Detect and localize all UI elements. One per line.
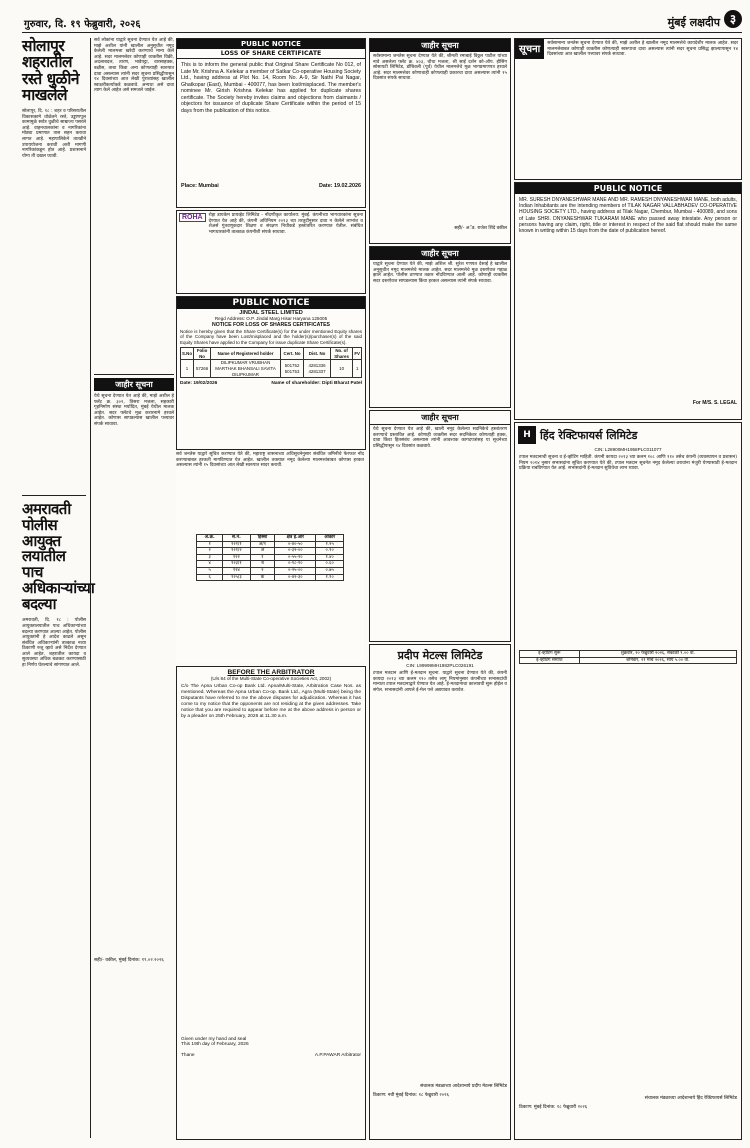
land-records-table	[196, 534, 344, 581]
table-header-cell: Name of Registered holder	[211, 348, 281, 360]
table-cell: १२४	[223, 567, 250, 574]
table-cell: १२३/१	[223, 561, 250, 568]
land-table-row	[197, 548, 344, 555]
header-date: गुरुवार, दि. १९ फेब्रुवारी, २०२६	[24, 19, 141, 30]
mane-notice-title: PUBLIC NOTICE	[515, 183, 741, 194]
table-cell: 501752 501753	[280, 360, 303, 378]
hirect-footer: ठिकाण: मुंबई दिनांक: १८ फेब्रुवारी २०२६	[519, 1104, 588, 1110]
land-table-row	[197, 567, 344, 574]
notice-signature: सही/- वकील, मुंबई दिनांक: १९.०२.२०२६	[94, 958, 164, 963]
roha-notice	[176, 210, 366, 294]
hirect-body: टपाल मतदानाची सूचना व ई-व्होटिंग माहिती. कंपनी कायदा २०१३ च्या कलम १०८ आणि ११० तसेच कंपनी (व्यवस्थापन व प्रशासन) नियम २०१४ नुसार सभासदांना सूचित करण्यात येते की, टपाल मतदान सूचनेत नमूद केलेल्या ठरावांना मंजुरी घेण्यासाठी ई-मतदान प्रक्रिया राबविण्यात येत आहे. सभासदांनी ई-मतदान सुविधेचा लाभ घ्यावा.	[519, 455, 737, 472]
table-cell: १२१/२	[223, 548, 250, 555]
column-2	[94, 38, 174, 1138]
story-solapur: सोलापूर, दि. १८ : शहर व परिसरातील विकासकामे धोळेतने रस्ते, उड्डाणपूल कामामुळे सर्वत्र धुळीचे साम्राज्य पसरले आहे. वाहनचालकांना व नागरिकांना मोठ्या प्रमाणात त्रास सहन करावा लागत आहे. महापालिकेने तातडीने उपाययोजना करावी अशी मागणी नागरिकांकडून होत आहे. प्रशासनाने योग्य ती दखल घ्यावी.	[22, 109, 86, 159]
mane-law-firm: For M/S. S. LEGAL	[692, 400, 737, 406]
hirect-notice	[514, 422, 742, 1140]
table-cell: ०-४२-३०	[275, 574, 316, 581]
table-cell: ०-४०-५०	[275, 541, 316, 548]
table-cell: अ/१	[250, 541, 275, 548]
notice-text-top: सर्व लोकांना याद्वारे सूचना देण्यात येत आहे की, माझे अशील यांनी खालील अनुसूचीत नमूद केलेली मालमत्ता खरेदी करण्याचे मान्य केले आहे. सदर मालमत्तेवर कोणाही व्यक्तीस विक्री, अदलाबदल, तारण, भाडेपट्टा, वारसाहक्क, बक्षीस, ताबा किंवा अन्य कोणत्याही स्वरुपात दावा असल्यास त्यांनी सदर सूचना प्रसिद्धीपासून १४ दिवसांच्या आत लेखी पुराव्यांसह खालील स्वाक्षरीकर्त्याकडे कळवावे. अन्यथा असे दावा त्याग केले आहेत असे समजले जाईल.	[94, 38, 174, 94]
table-cell: १२५/३	[223, 574, 250, 581]
table-cell: ०.७५	[316, 567, 344, 574]
table-cell: ०-३२-००	[275, 548, 316, 555]
land-notice-body: सर्व जनतेस याद्वारे सूचित करण्यात येते की, महाराष्ट्र शासनाच्या अधिसूचनेनुसार संबंधित जमिनीचे फेरफार नोंद करण्याबाबत हरकती मागविण्यात येत आहेत. खालील तक्त्यात नमूद केलेल्या मालमत्तांबाबत कोणास हरकत असल्यास त्यांनी १५ दिवसांच्या आत लेखी स्वरुपात सादर करावी.	[176, 452, 364, 469]
public-notice-jindal	[176, 296, 366, 450]
table-header-cell: Cert. No	[280, 348, 303, 360]
table-cell: शनिवार, २१ मार्च २०२६, सायं ५.०० वा.	[579, 657, 736, 664]
roha-logo: ROHA	[179, 213, 206, 222]
table-header-cell: Dist. No	[304, 348, 331, 360]
public-notice-body: This is to inform the general public that Original Share Certificate No 012, of Late Mr. Krishna A. Kelekar a member of Satkar Co-operative Housing Society Ltd., having address at Plot No. 14, Room No. A-9, Sir Nathi Pai Nagar, Ghatkopar (East), Mumbai - 400077, has been lost/misplaced. The member's nominee Mr. Girish Krishna Kelekar has applied for duplicate shares certificate. The Society hereby invites claims and objections from claimants / objectors for issuance of duplicate Share Certificate within the period of 15 days from the publication of this notice.	[181, 62, 361, 114]
public-notice-subtitle: LOSS OF SHARE CERTIFICATE	[177, 49, 365, 59]
jindal-company-name: JINDAL STEEL LIMITED	[239, 310, 303, 316]
land-table-row	[197, 541, 344, 548]
land-records-notice	[176, 452, 364, 662]
table-cell: १.१०	[316, 574, 344, 581]
table-cell: शुक्रवार, २० फेब्रुवारी २०२६, सकाळी ९.०० वा.	[579, 651, 736, 658]
arbitrator-given: Given under my hand and seal	[181, 1037, 247, 1042]
col4-notice-body: सर्वसामान्य जनतेस सूचना देण्यात येते की, श्रीमती रमाबाई विठ्ठल पाटील यांच्या नावे असलेला फ्लॅट क्र. ४०३, चौथा मजला, श्री साई दर्शन को-ऑप. हौसिंग सोसायटी लिमिटेड, डोंबिवली (पूर्व) येथील मालमत्तेचे मूळ भागप्रमाणपत्र हरवले आहे. सदर मालमत्तेवर कोणाचाही कोणत्याही प्रकारचा दावा असल्यास त्यांनी १५ दिवसांत संपर्क साधावा.	[373, 54, 507, 82]
story-amravati: अमरावती, दि. १८ : पोलीस आयुक्तालयातील पाच अधिकाऱ्यांच्या बदल्या करण्यात आल्या आहेत. पोलीस आयुक्तांनी हे आदेश काढले असून संबंधित अधिकाऱ्यांनी तात्काळ नव्या ठिकाणी रुजू व्हावे असे निर्देश देण्यात आले आहेत. शहरातील कायदा व सुव्यवस्था अधिक बळकट करण्यासाठी हा निर्णय घेतल्याचे सांगण्यात आले.	[22, 618, 86, 669]
table-cell: क	[250, 574, 275, 581]
table-header-cell: स.नं.	[223, 535, 250, 542]
table-cell: 57266	[194, 360, 211, 378]
public-notice-title: PUBLIC NOTICE	[177, 39, 365, 49]
arbitrator-place: Thane	[181, 1053, 195, 1058]
table-cell: १.४०	[316, 554, 344, 561]
notice-title: जाहीर सूचना	[94, 378, 174, 391]
col4-notice-title: जाहीर सूचना	[370, 39, 510, 52]
notice-text-body: येथे सूचना देण्यात येत आहे की, माझे अशील हे फ्लॅट क्र. ३०२, तिसरा मजला, सहकारी गृहनिर्माण संस्था मर्यादित, मुंबई येथील मालक आहेत. सदर फ्लॅटचे मूळ करारनामे हरवले आहेत. कोणास सापडल्यास खालील पत्त्यावर संपर्क साधावा.	[94, 394, 174, 427]
table-header-cell: No. of Shares	[330, 348, 353, 360]
table-cell: ६	[197, 574, 223, 581]
table-cell: ४	[197, 561, 223, 568]
public-notice-place: Place: Mumbai	[181, 183, 219, 189]
table-header-cell: FV	[353, 348, 362, 360]
table-cell: १२२	[223, 554, 250, 561]
table-header-cell: हिस्सा	[250, 535, 275, 542]
headline-solapur: सोलापूर शहरातील रस्ते धुळीने माखलेले	[22, 37, 80, 104]
evote-row	[520, 657, 737, 664]
table-cell: 10	[330, 360, 353, 378]
mane-notice-body: MR. SURESH DNYANESHWAR MANE AND MR. RAMESH DNYANESHWAR MANE, both adults, Indian Inhabitants are the intending members of TILAK NAGAR VALLABHADEV CO-OPERATIVE HOUSING SOCIETY LTD., having address at Tilak Nagar, Chembur, Mumbai - 400089, and sons of Late SHRI. DNYANESHWAR TUKARAM MANE who passed away intestate. Any person or persons having any claim, right, title or interest in respect of the said flat should make the same known in writing within 15 days from the date of publication hereof.	[519, 197, 737, 235]
col4-notice2-title: जाहीर सूचना	[370, 247, 510, 260]
hirect-logo-icon: H	[518, 426, 536, 444]
table-header-cell: S.No	[181, 348, 194, 360]
header-rule	[22, 32, 742, 33]
table-cell: ३	[197, 554, 223, 561]
public-notice-share-certificate	[176, 38, 366, 208]
table-cell: 1	[353, 360, 362, 378]
headline-amravati: अमरावती पोलीस आयुक्त लयातील पाच अधिकाऱ्यांच्या बदल्या	[22, 500, 95, 613]
table-cell: १	[197, 541, 223, 548]
jindal-subtitle: NOTICE FOR LOSS OF SHARES CERTIFICATES	[211, 322, 331, 328]
table-cell: १.२५	[316, 541, 344, 548]
table-cell: 1	[181, 360, 194, 378]
pradeep-footer: ठिकाण: नवी मुंबई दिनांक: १८ फेब्रुवारी २०२६	[373, 1092, 449, 1098]
pradeep-metals-notice	[369, 644, 511, 1140]
table-cell: ०-२५-००	[275, 567, 316, 574]
jindal-date: Date: 19/02/2026	[180, 381, 218, 387]
arbitrator-sign: A.P.PAWAR Arbitrator	[314, 1053, 361, 1058]
jindal-address: Regd Address: O.P. Jindal Marg Hisar Haryana 125005	[214, 316, 328, 321]
pradeep-company-name: प्रदीप मेटल्स लिमिटेड	[397, 649, 483, 662]
suchana-notice	[514, 38, 742, 180]
arbitrator-date: This 19th day of February, 2026	[181, 1042, 249, 1047]
pradeep-body: टपाल मतदान आणि ई-मतदान सूचना. याद्वारे सूचना देण्यात येते की, कंपनी कायदा २०१३ च्या कलम ११० तसेच लागू नियमांनुसार कंपनीच्या सभासदांची मान्यता टपाल मतदानाद्वारे घेण्यात येत आहे. ई-मतदानाचा कालावधी सुरू होईल व संपेल. सभासदांनी आपले ई-मेल पत्ते अद्ययावत करावेत.	[373, 671, 507, 693]
table-cell: २	[197, 548, 223, 555]
pradeep-sign: संचालक मंडळाच्या आदेशान्वये प्रदीप मेटल्स लिमिटेड	[420, 1084, 507, 1089]
table-cell: २	[250, 567, 275, 574]
land-table-row	[197, 561, 344, 568]
table-header-cell: अ.क्र.	[197, 535, 223, 542]
table-header-cell: Folio No	[194, 348, 211, 360]
arbitrator-notice	[176, 666, 366, 1140]
table-cell: ०.९०	[316, 548, 344, 555]
evote-row	[520, 651, 737, 658]
col4-notice2-body: याद्वारे सूचना देण्यात येते की, माझे अशिल श्री. सुरेश गणपत देसाई हे खालील अनुसूचीत नमूद मालमत्तेचे मालक आहेत. सदर मालमत्तेचे मूळ दस्तऐवज गहाळ झाले आहेत. पोलीस ठाण्यात तक्रार नोंदविण्यात आली आहे. कोणाही व्यक्तीस सदर दस्तऐवज सापडल्यास किंवा हरकत असल्यास त्यांनी संपर्क साधावा.	[373, 262, 507, 284]
suchana-body: सर्वसामान्य जनतेस सूचना देण्यात येते की, माझे अशील हे खालील नमूद मालमत्तेचे कायदेशीर मालक आहेत. सदर मालमत्तेबाबत कोणाही व्यक्तीस कोणत्याही स्वरुपाचा दावा असल्यास त्यांनी सदर सूचना प्रसिद्ध झाल्यापासून १४ दिवसांच्या आत खालील पत्त्यावर संपर्क साधावा.	[547, 41, 738, 58]
table-cell: ई-व्होटिंग समाप्त	[520, 657, 580, 664]
arbitrator-title: BEFORE THE ARBITRATOR	[227, 669, 315, 676]
col4-notice3-body: येथे सूचना देण्यात येत आहे की, खाली नमूद केलेल्या सदनिकेचे हस्तांतरण करण्याचे प्रस्तावित आहे. कोणाही व्यक्तीस सदर सदनिकेवर कोणताही हक्क, दावा किंवा हितसंबंध असल्यास त्यांनी आवश्यक कागदपत्रांसह या सूचनेच्या प्रसिद्धीपासून १४ दिवसांत कळवावे.	[373, 427, 507, 449]
table-cell: ०-१८-१०	[275, 561, 316, 568]
table-header-cell: क्षेत्र हे.आर	[275, 535, 316, 542]
hirect-company-name: हिंद रेक्टिफायर्स लिमिटेड	[540, 428, 638, 442]
table-cell: ब	[250, 561, 275, 568]
public-notice-mane	[514, 182, 742, 420]
jindal-intro: Notice is hereby given that the Share Certificate(s) for the under mentioned Equity shares of the Company have been Lost/misplaced and the holder(s)/purchaser(s) of the said Equity Shares have applied to the Company for issue duplicate Share Certificate(s).	[180, 329, 362, 345]
roha-notice-body: रोहा डायकेम प्रायव्हेट लिमिटेड - नोंदणीकृत कार्यालय: मुंबई. कंपनीच्या भागधारकांना सूचना देण्यात येत आहे की, कंपनी अधिनियम २०१३ च्या तरतुदीनुसार दावा न केलेले लाभांश व शेअर्स गुंतवणूकदार शिक्षण व संरक्षण निधीकडे हस्तांतरित करण्यात येतील. संबंधित भागधारकांनी तात्काळ कंपनीशी संपर्क साधावा.	[208, 213, 363, 235]
newspaper-name: मुंबई लक्षदीप	[667, 16, 720, 29]
pradeep-cin: CIN: L99999MH1982PLC026191	[406, 663, 474, 668]
table-cell: ०.६०	[316, 561, 344, 568]
notice-col4-top	[369, 38, 511, 244]
land-table-row	[197, 554, 344, 561]
notice-col4-mid	[369, 246, 511, 408]
jindal-share-table	[180, 347, 362, 378]
table-cell: अ	[250, 548, 275, 555]
notice-col4-lower	[369, 410, 511, 642]
col4-notice3-title: जाहीर सूचना	[370, 411, 510, 425]
table-cell: 4281336 4281337	[304, 360, 331, 378]
arbitrator-body: C/o The Apna Urban Co-op Bank Ltd. Apna/Multi-State, Arbitration Case Nos. as mentioned. Whereas the Apna Urban Co-op. Bank Ltd., Agra (Multi-State) being the Disputants have referred to me the above disputes for adjudication. Whereas it has come to my notice that the opponents are not residing at the given addresses. Take notice that you are required to appear before me at the above address in person or by a pleader on 25th February, 2026 at 11.30 a.m.	[181, 684, 361, 719]
table-cell: १	[250, 554, 275, 561]
page-number: ३	[724, 10, 742, 28]
hirect-sign: संचालक मंडळाच्या आदेशान्वये हिंद रेक्टिफायर्स लिमिटेड	[644, 1096, 737, 1102]
jindal-holder: Name of shareholder: Dipti Bharat Patel	[271, 381, 362, 387]
evote-schedule-table	[519, 650, 737, 664]
table-cell: DILIPKUMAR VRUBHAN MARTHAK BHANSALI SAVITA DILIPKUMAR	[211, 360, 281, 378]
table-cell: ई-व्होटिंग सुरू	[520, 651, 580, 658]
table-cell: ५	[197, 567, 223, 574]
table-cell: १२१/१	[223, 541, 250, 548]
hirect-cin: CIN: L28900MH1958PLC011077	[594, 447, 662, 452]
col4-notice-sign: सही/- अॅड. राजेश शिंदे वकील	[454, 226, 507, 231]
page-header	[0, 0, 750, 34]
jindal-notice-title: PUBLIC NOTICE	[177, 297, 365, 309]
land-table-row	[197, 574, 344, 581]
share-table-row	[181, 360, 362, 378]
suchana-title: सूचना	[515, 39, 544, 59]
arbitrator-subtitle: (U/s 84 of the Multi-State Co-operative Societies Act, 2002)	[210, 676, 332, 681]
column-1	[22, 37, 95, 1138]
table-header-cell: आकार	[316, 535, 344, 542]
public-notice-date: Date: 19.02.2026	[319, 183, 361, 189]
table-cell: ०-५५-२०	[275, 554, 316, 561]
